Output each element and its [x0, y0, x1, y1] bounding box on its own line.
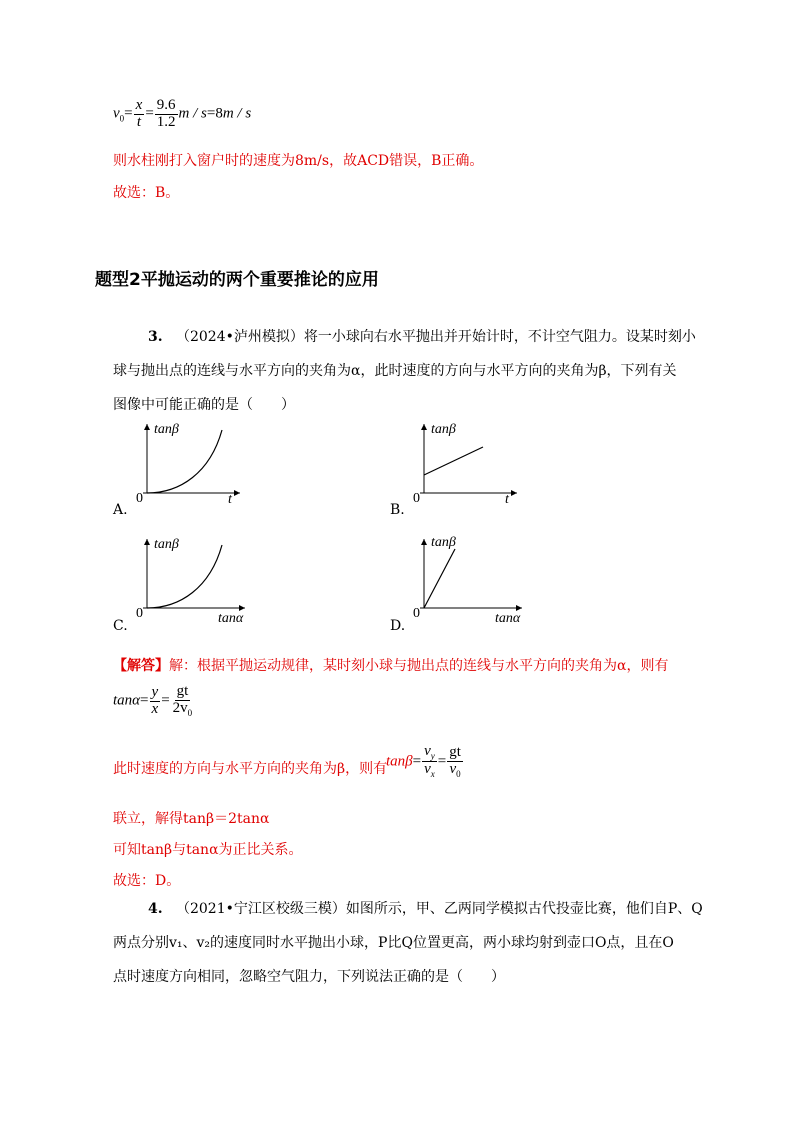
fraction-denominator: v [424, 761, 431, 778]
q3-line3: 图像中可能正确的是（ ） [113, 397, 295, 413]
exponential-curve [147, 430, 222, 493]
q4-line3: 点时速度方向相同，忽略空气阻力，下列说法正确的是（ ） [113, 969, 505, 985]
solution-choice: 故选：D。 [113, 873, 181, 889]
solution-intro-text: 解：根据平抛运动规律，某时刻小球与抛出点的连线与水平方向的夹角为α，则有 [169, 658, 669, 674]
fraction-denominator: 1.2 [156, 113, 176, 130]
y-axis-label: tanβ [154, 537, 179, 552]
graph-b [407, 418, 527, 518]
linear-line [424, 447, 483, 475]
fraction-gt-v0 [447, 745, 463, 779]
solution-intro [113, 655, 668, 675]
y-axis-label: tanβ [431, 535, 456, 550]
q3-line2: 球与抛出点的连线与水平方向的夹角为α，此时速度的方向与水平方向的夹角为β，下列有关 [113, 363, 677, 379]
result-value: =8 [206, 105, 223, 122]
option-b-label: B. [390, 502, 405, 518]
answer1-line: 则水柱刚打入窗户时的速度为8m/s，故ACD错误，B正确。 [113, 153, 484, 169]
fraction-denominator: 2v [172, 699, 188, 716]
equals-sign: = [412, 753, 422, 770]
exponential-curve [147, 545, 222, 608]
formula-var: v [113, 105, 120, 122]
q4-text: （2021•宁江区校级三模）如图所示，甲、乙两同学模拟古代投壶比赛，他们自P、Q [175, 901, 703, 917]
y-axis-label: tanβ [154, 422, 179, 437]
q4-line1 [148, 893, 703, 925]
fraction-vy-vx [422, 744, 437, 780]
x-axis-label: t [505, 492, 509, 507]
origin-label: 0 [136, 606, 143, 621]
answer1-choice: 故选：B。 [113, 185, 180, 201]
q4-line2: 两点分别v₁、v₂的速度同时水平抛出小球，P比Q位置更高，两小球均射到壶口O点，且在O [113, 935, 674, 951]
subscript: 0 [187, 707, 193, 718]
option-a-label: A. [113, 502, 128, 518]
unit-text: m / s [178, 105, 207, 122]
fraction-numerator: v [424, 743, 431, 759]
fraction-numerator: gt [449, 743, 461, 760]
q4-number: 4. [148, 901, 163, 917]
unit-text: m / s [222, 105, 252, 122]
fraction-numerator: y [151, 683, 159, 700]
solution-tag: 【解答】 [113, 658, 169, 674]
fraction-denominator: v [449, 760, 457, 777]
graph-c [130, 533, 260, 633]
x-axis-label: tanα [218, 611, 244, 626]
linear-line-through-origin [424, 549, 455, 608]
fraction-denominator: x [151, 700, 159, 717]
equals-sign: = [140, 692, 149, 709]
y-axis-label: tanβ [431, 422, 456, 437]
origin-label: 0 [413, 491, 420, 506]
fraction-gt-2v0 [171, 684, 195, 718]
fraction-y-x [150, 685, 161, 718]
velocity-formula: $v_0=$ $\frac{x}{t}$ = $\frac{9.6}{1.2}$ m / s=8m / s [113, 97, 252, 130]
option-c-label: C. [113, 618, 128, 634]
equation-tan-alpha: tanα= $\frac{y}{x}$ = $\frac{gt}{2v_0}$ [113, 683, 193, 718]
q3-number: 3. [148, 329, 163, 345]
subscript: x [430, 769, 435, 780]
solution-line3: 联立，解得tanβ＝2tanα [113, 811, 270, 827]
fraction-numerator: gt [176, 683, 189, 699]
subscript: 0 [456, 768, 461, 779]
solution-line4: 可知tanβ与tanα为正比关系。 [113, 842, 303, 858]
equation-lhs: tanα [113, 692, 141, 709]
equation-tan-beta: tanβ= $\frac{v_y}{v_x}$ = $\frac{gt}{v_0}$ [386, 743, 461, 780]
solution-line2 [113, 758, 387, 778]
subscript: y [430, 751, 435, 761]
equation-lhs: tanβ [386, 753, 413, 770]
section-title: 题型2平抛运动的两个重要推论的应用 [95, 270, 379, 290]
fraction-denominator: t [136, 113, 142, 130]
graph-b-svg [407, 418, 527, 518]
formula-sub: 0 [119, 113, 125, 124]
x-axis-label: t [228, 492, 232, 507]
fraction-values [155, 98, 178, 131]
fraction-x-t [134, 98, 145, 131]
solution-line2-text: 此时速度的方向与水平方向的夹角为β，则有 [113, 761, 388, 777]
fraction-numerator: x [135, 97, 143, 113]
option-d-label: D. [390, 618, 406, 634]
origin-label: 0 [413, 606, 420, 621]
q3-line1 [148, 321, 696, 353]
graph-d [407, 533, 537, 633]
fraction-numerator: 9.6 [156, 97, 176, 113]
graph-a [130, 418, 250, 518]
graph-a-svg [130, 418, 250, 518]
q3-text: （2024•泸州模拟）将一小球向右水平抛出并开始计时，不计空气阻力。设某时刻小 [175, 329, 696, 345]
origin-label: 0 [136, 491, 143, 506]
x-axis-label: tanα [495, 611, 521, 626]
